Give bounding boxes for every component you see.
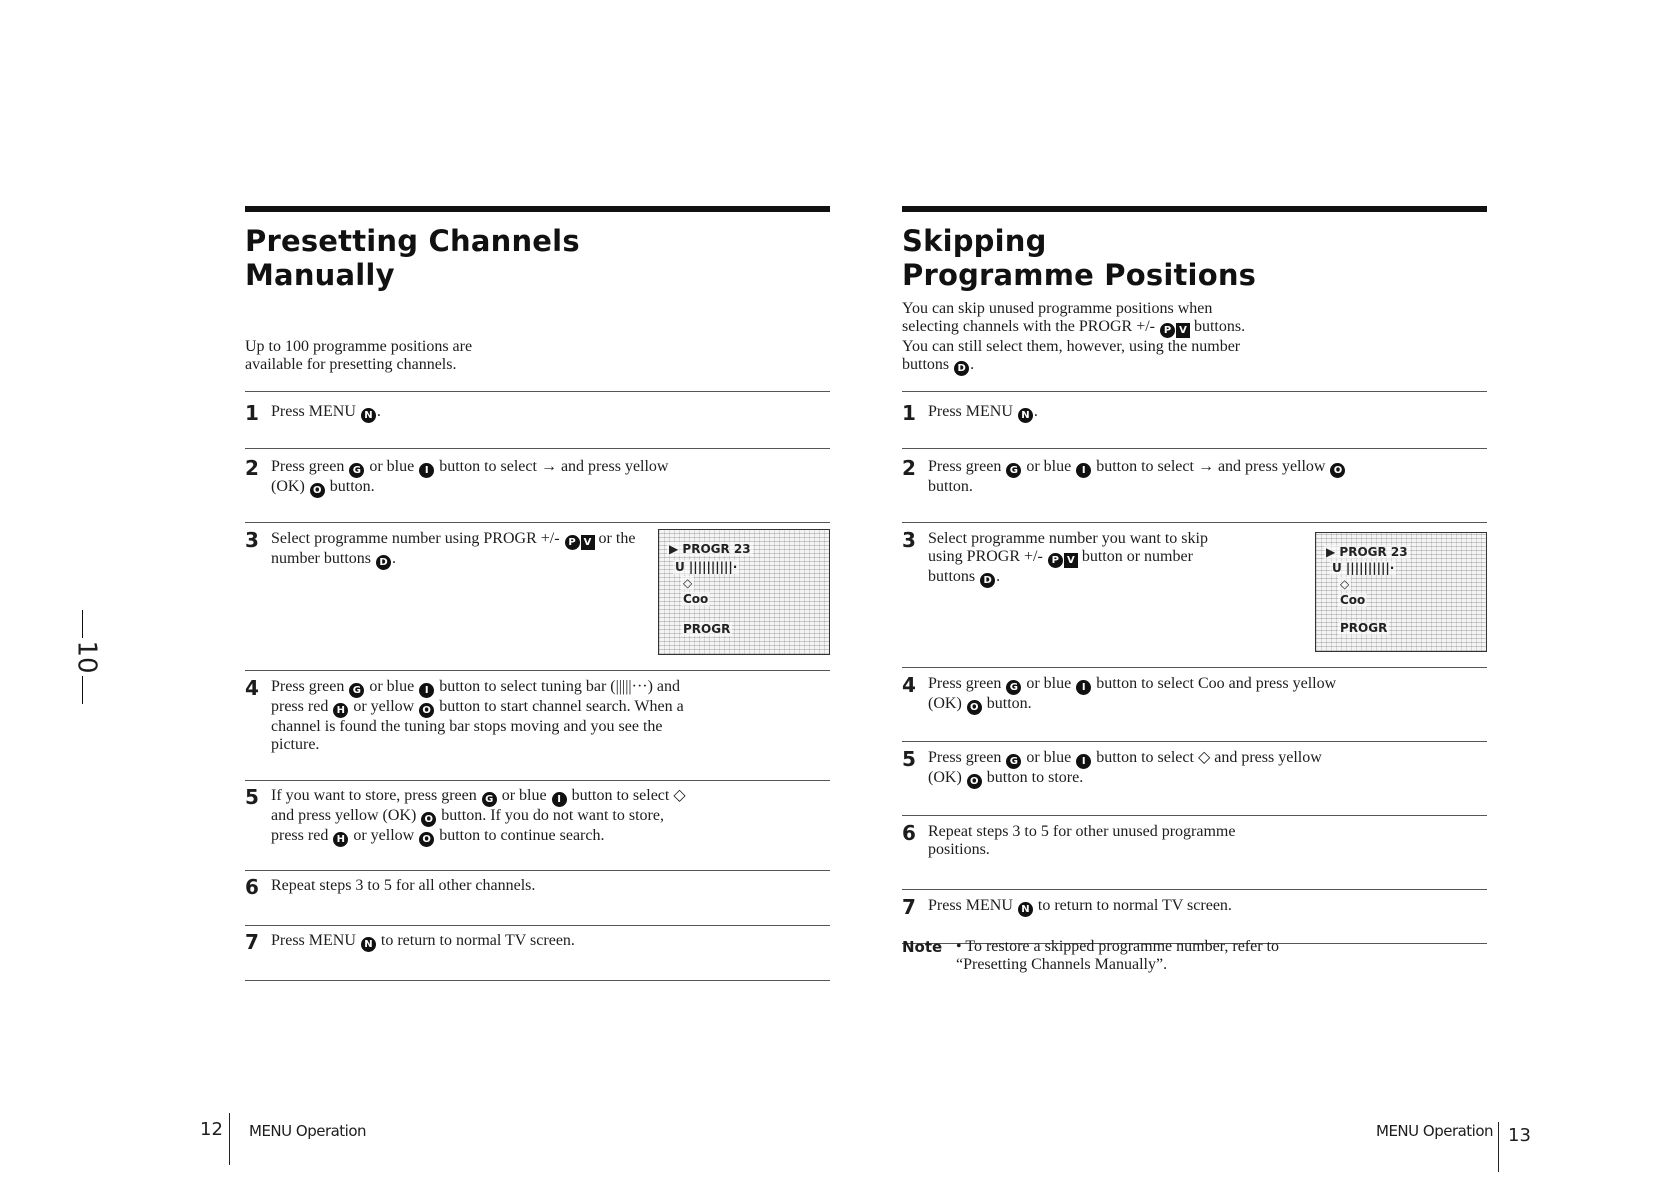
number-button-icon: D (954, 361, 969, 376)
right-step-1: 1 Press MENU N . (902, 391, 1487, 448)
right-title: Skipping Programme Positions (902, 224, 1257, 292)
number-button-icon: D (980, 573, 995, 588)
blue-button-icon: I (1076, 463, 1091, 478)
green-button-icon: G (1006, 754, 1021, 769)
menu-button-icon: N (1018, 408, 1033, 423)
blue-button-icon: I (1076, 680, 1091, 695)
left-intro: Up to 100 programme positions are available for presetting channels. (245, 338, 473, 373)
green-button-icon: G (349, 463, 364, 478)
tv-menu-screen-image: ▶ PROGR 23 U ||||||||||· ◇ Coo PROGR (658, 529, 830, 655)
green-button-icon: G (1006, 680, 1021, 695)
left-step-2: 2 Press green G or blue I button to select → and press yellow (OK) O button. (245, 448, 830, 522)
tv-menu-screen-image: ▶ PROGR 23 U ||||||||||· ◇ Coo PROGR (1315, 532, 1487, 652)
end-rule (245, 980, 830, 981)
yellow-button-icon: O (967, 700, 982, 715)
menu-button-icon: N (361, 937, 376, 952)
menu-button-icon: N (1018, 902, 1033, 917)
left-step-6: 6 Repeat steps 3 to 5 for all other channels. (245, 870, 830, 925)
section-rule (245, 206, 830, 212)
select-arrow-icon: → (1197, 458, 1214, 475)
progr-p-icon: P (1160, 323, 1175, 338)
yellow-button-icon: O (419, 832, 434, 847)
left-section-label: MENU Operation (249, 1122, 367, 1140)
margin-page-number: 10 (68, 610, 98, 700)
progr-v-icon: V (1176, 323, 1190, 338)
note: Note • To restore a skipped programme number, refer to “Presetting Channels Manually”. (902, 938, 1279, 973)
left-step-4: 4 Press green G or blue I button to select tuning bar (|||||···) and press red H or yellow O button to start channel search. When a channel is found the tuning bar stops moving and you see the picture. (245, 670, 830, 780)
left-page-number: 12 (200, 1119, 223, 1140)
menu-button-icon: N (361, 408, 376, 423)
blue-button-icon: I (419, 683, 434, 698)
yellow-button-icon: O (421, 812, 436, 827)
green-button-icon: G (349, 683, 364, 698)
right-step-3: 3 Select programme number you want to skip using PROGR +/- P V button or number buttons D . ▶ PROGR 23 U ||||||||||· ◇ Coo PROGR (902, 522, 1487, 667)
green-button-icon: G (482, 792, 497, 807)
folio-divider (229, 1113, 230, 1165)
number-button-icon: D (376, 555, 391, 570)
green-button-icon: G (1006, 463, 1021, 478)
progr-v-icon: V (581, 535, 595, 550)
right-step-7: 7 Press MENU N to return to normal TV screen. (902, 889, 1487, 943)
right-column (902, 206, 1487, 973)
blue-button-icon: I (1076, 754, 1091, 769)
right-step-5: 5 Press green G or blue I button to select ◇ and press yellow (OK) O button to store. (902, 741, 1487, 815)
red-button-icon: H (333, 703, 348, 718)
blue-button-icon: I (552, 792, 567, 807)
yellow-button-icon: O (1330, 463, 1345, 478)
left-step-1: 1 Press MENU N . (245, 391, 830, 448)
yellow-button-icon: O (310, 483, 325, 498)
right-section-label: MENU Operation (1376, 1122, 1494, 1140)
section-rule (902, 206, 1487, 212)
left-step-3: 3 Select programme number using PROGR +/- P V or the number buttons D . ▶ PROGR 23 U ||||||||||· ◇ Coo PROGR (245, 522, 830, 670)
yellow-button-icon: O (419, 703, 434, 718)
folio-divider (1498, 1122, 1499, 1172)
right-intro: You can skip unused programme positions when selecting channels with the PROGR +/- P V buttons. You can still select them, however, using the number buttons D . (902, 300, 1246, 374)
left-step-5: 5 If you want to store, press green G or blue I button to select ◇ and press yellow (OK) O button. If you do not want to store, press red H or yellow O button to continue search. (245, 780, 830, 870)
left-title: Presetting Channels Manually (245, 224, 580, 292)
red-button-icon: H (333, 832, 348, 847)
blue-button-icon: I (419, 463, 434, 478)
progr-p-icon: P (565, 535, 580, 550)
progr-v-icon: V (1064, 553, 1078, 568)
right-step-4: 4 Press green G or blue I button to select Coo and press yellow (OK) O button. (902, 667, 1487, 741)
right-step-6: 6 Repeat steps 3 to 5 for other unused programme positions. (902, 815, 1487, 889)
left-column (245, 206, 830, 981)
left-step-7: 7 Press MENU N to return to normal TV screen. (245, 925, 830, 980)
right-page-number: 13 (1508, 1125, 1531, 1146)
select-arrow-icon: → (540, 458, 557, 475)
progr-p-icon: P (1048, 553, 1063, 568)
right-step-2: 2 Press green G or blue I button to select → and press yellow O button. (902, 448, 1487, 522)
yellow-button-icon: O (967, 774, 982, 789)
